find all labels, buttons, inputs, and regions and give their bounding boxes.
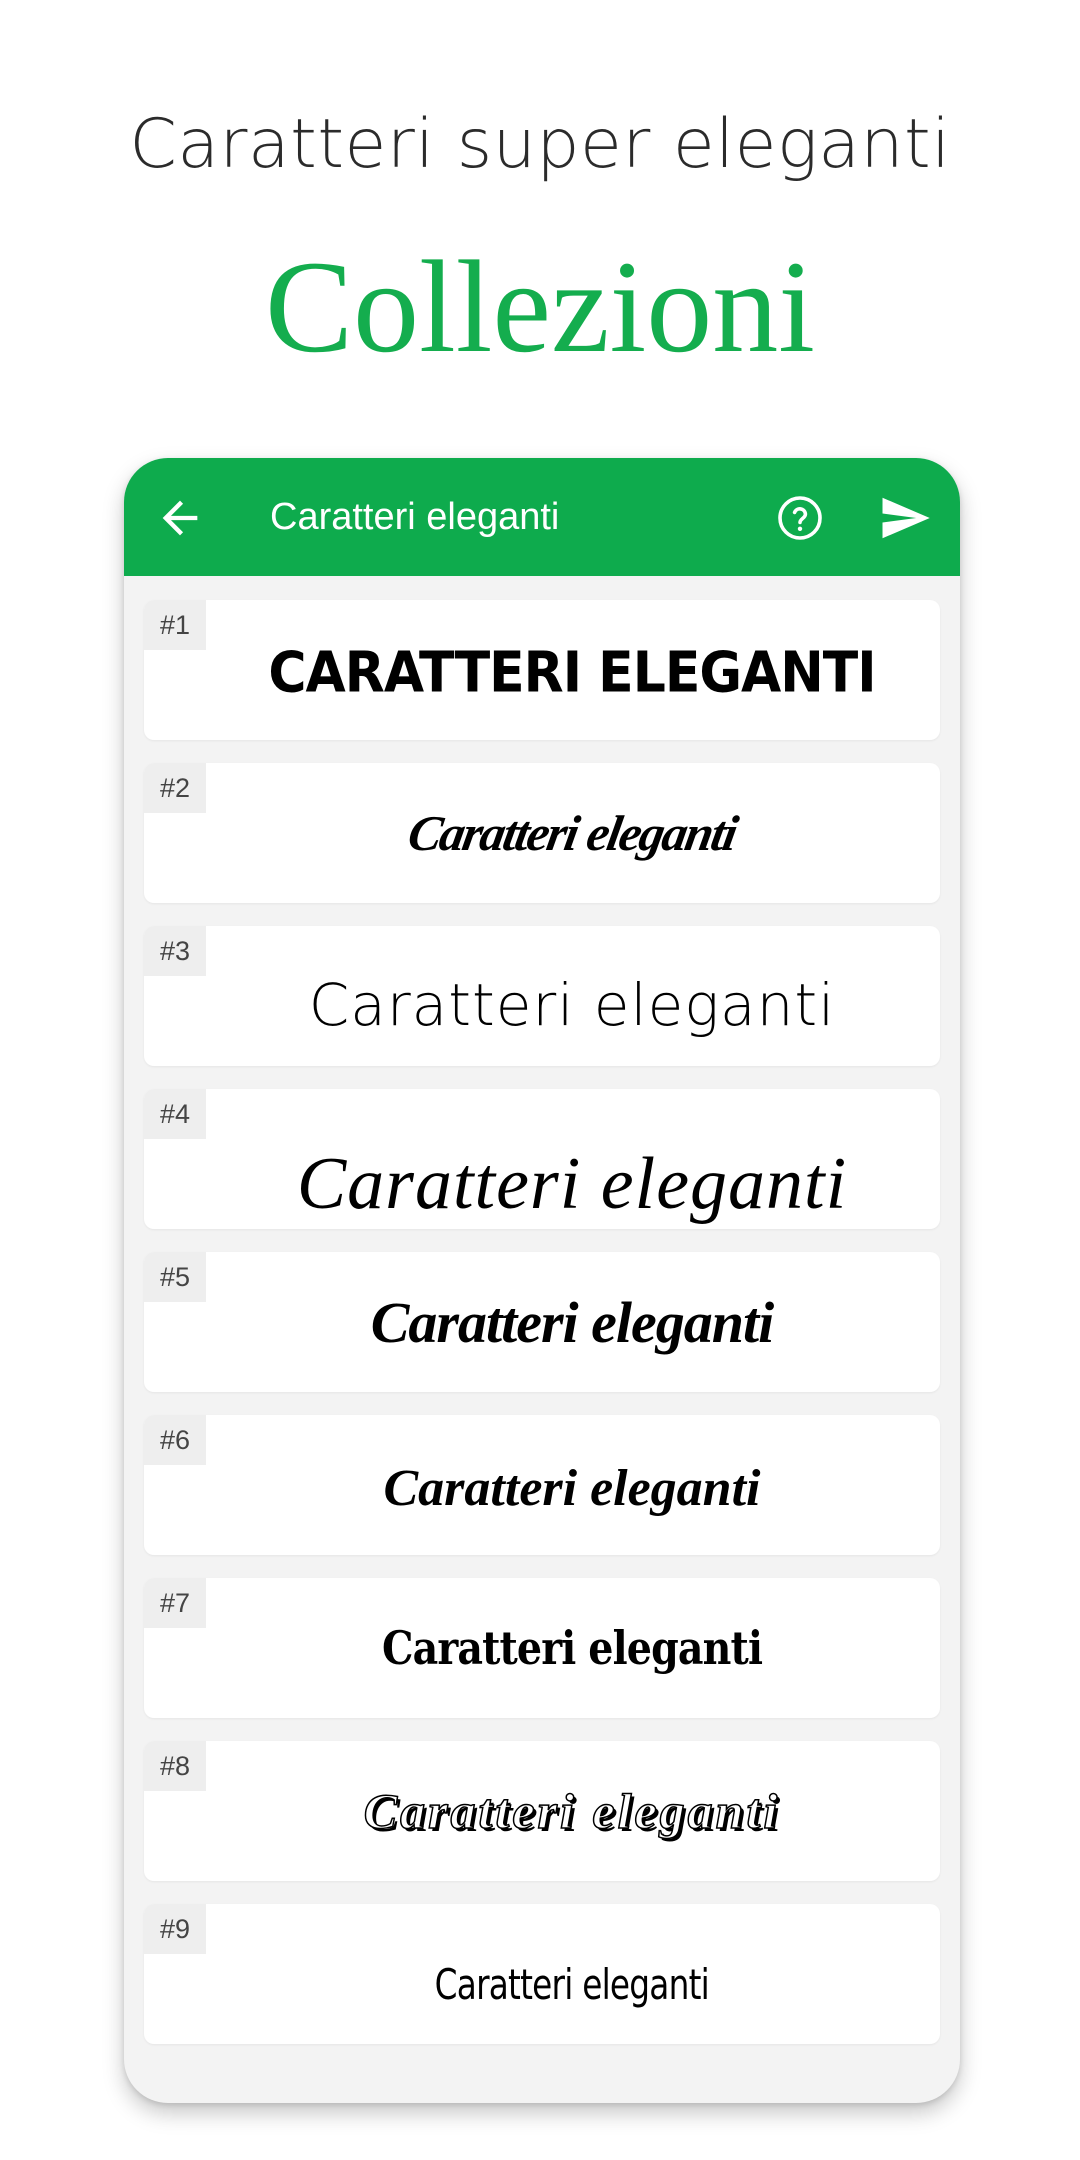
promo-subheadline: Collezioni: [265, 233, 815, 380]
font-sample: Caratteri eleganti: [434, 1959, 710, 2009]
font-number: #8: [144, 1741, 206, 1791]
arrow-left-icon: [154, 492, 206, 544]
font-card-2[interactable]: [144, 763, 940, 903]
font-sample: Caratteri eleganti: [308, 971, 836, 1039]
font-number: #1: [144, 600, 206, 650]
font-sample: Caratteri eleganti: [383, 1459, 761, 1517]
font-number: #7: [144, 1578, 206, 1628]
phone-screen: [124, 458, 960, 2103]
font-card-3[interactable]: [144, 926, 940, 1066]
send-icon: [876, 491, 934, 545]
font-sample: Caratteri eleganti: [296, 1142, 848, 1225]
font-number: #4: [144, 1089, 206, 1139]
help-circle-icon: [776, 494, 824, 542]
font-number: #9: [144, 1904, 206, 1954]
help-button[interactable]: [776, 494, 824, 542]
font-number: #5: [144, 1252, 206, 1302]
font-card-5[interactable]: [144, 1252, 940, 1392]
font-sample: Caratteri eleganti: [403, 805, 741, 861]
font-card-6[interactable]: [144, 1415, 940, 1555]
font-number: #2: [144, 763, 206, 813]
font-sample: CARATTERI ELEGANTI: [268, 640, 876, 706]
send-button[interactable]: [876, 491, 934, 545]
font-sample: Caratteri eleganti: [381, 1621, 763, 1675]
app-bar: [124, 458, 960, 576]
font-card-7[interactable]: [144, 1578, 940, 1718]
font-card-4[interactable]: [144, 1089, 940, 1229]
font-number: #3: [144, 926, 206, 976]
font-list: [144, 600, 940, 2067]
font-card-1[interactable]: [144, 600, 940, 740]
font-number: #6: [144, 1415, 206, 1465]
font-card-9[interactable]: [144, 1904, 940, 2044]
back-button[interactable]: [154, 492, 206, 544]
promo-headline: Caratteri super eleganti: [129, 105, 951, 184]
font-card-8[interactable]: [144, 1741, 940, 1881]
app-bar-title: Caratteri eleganti: [270, 496, 560, 538]
font-sample: Caratteri eleganti: [370, 1289, 774, 1355]
font-sample: Caratteri eleganti: [363, 1783, 781, 1839]
